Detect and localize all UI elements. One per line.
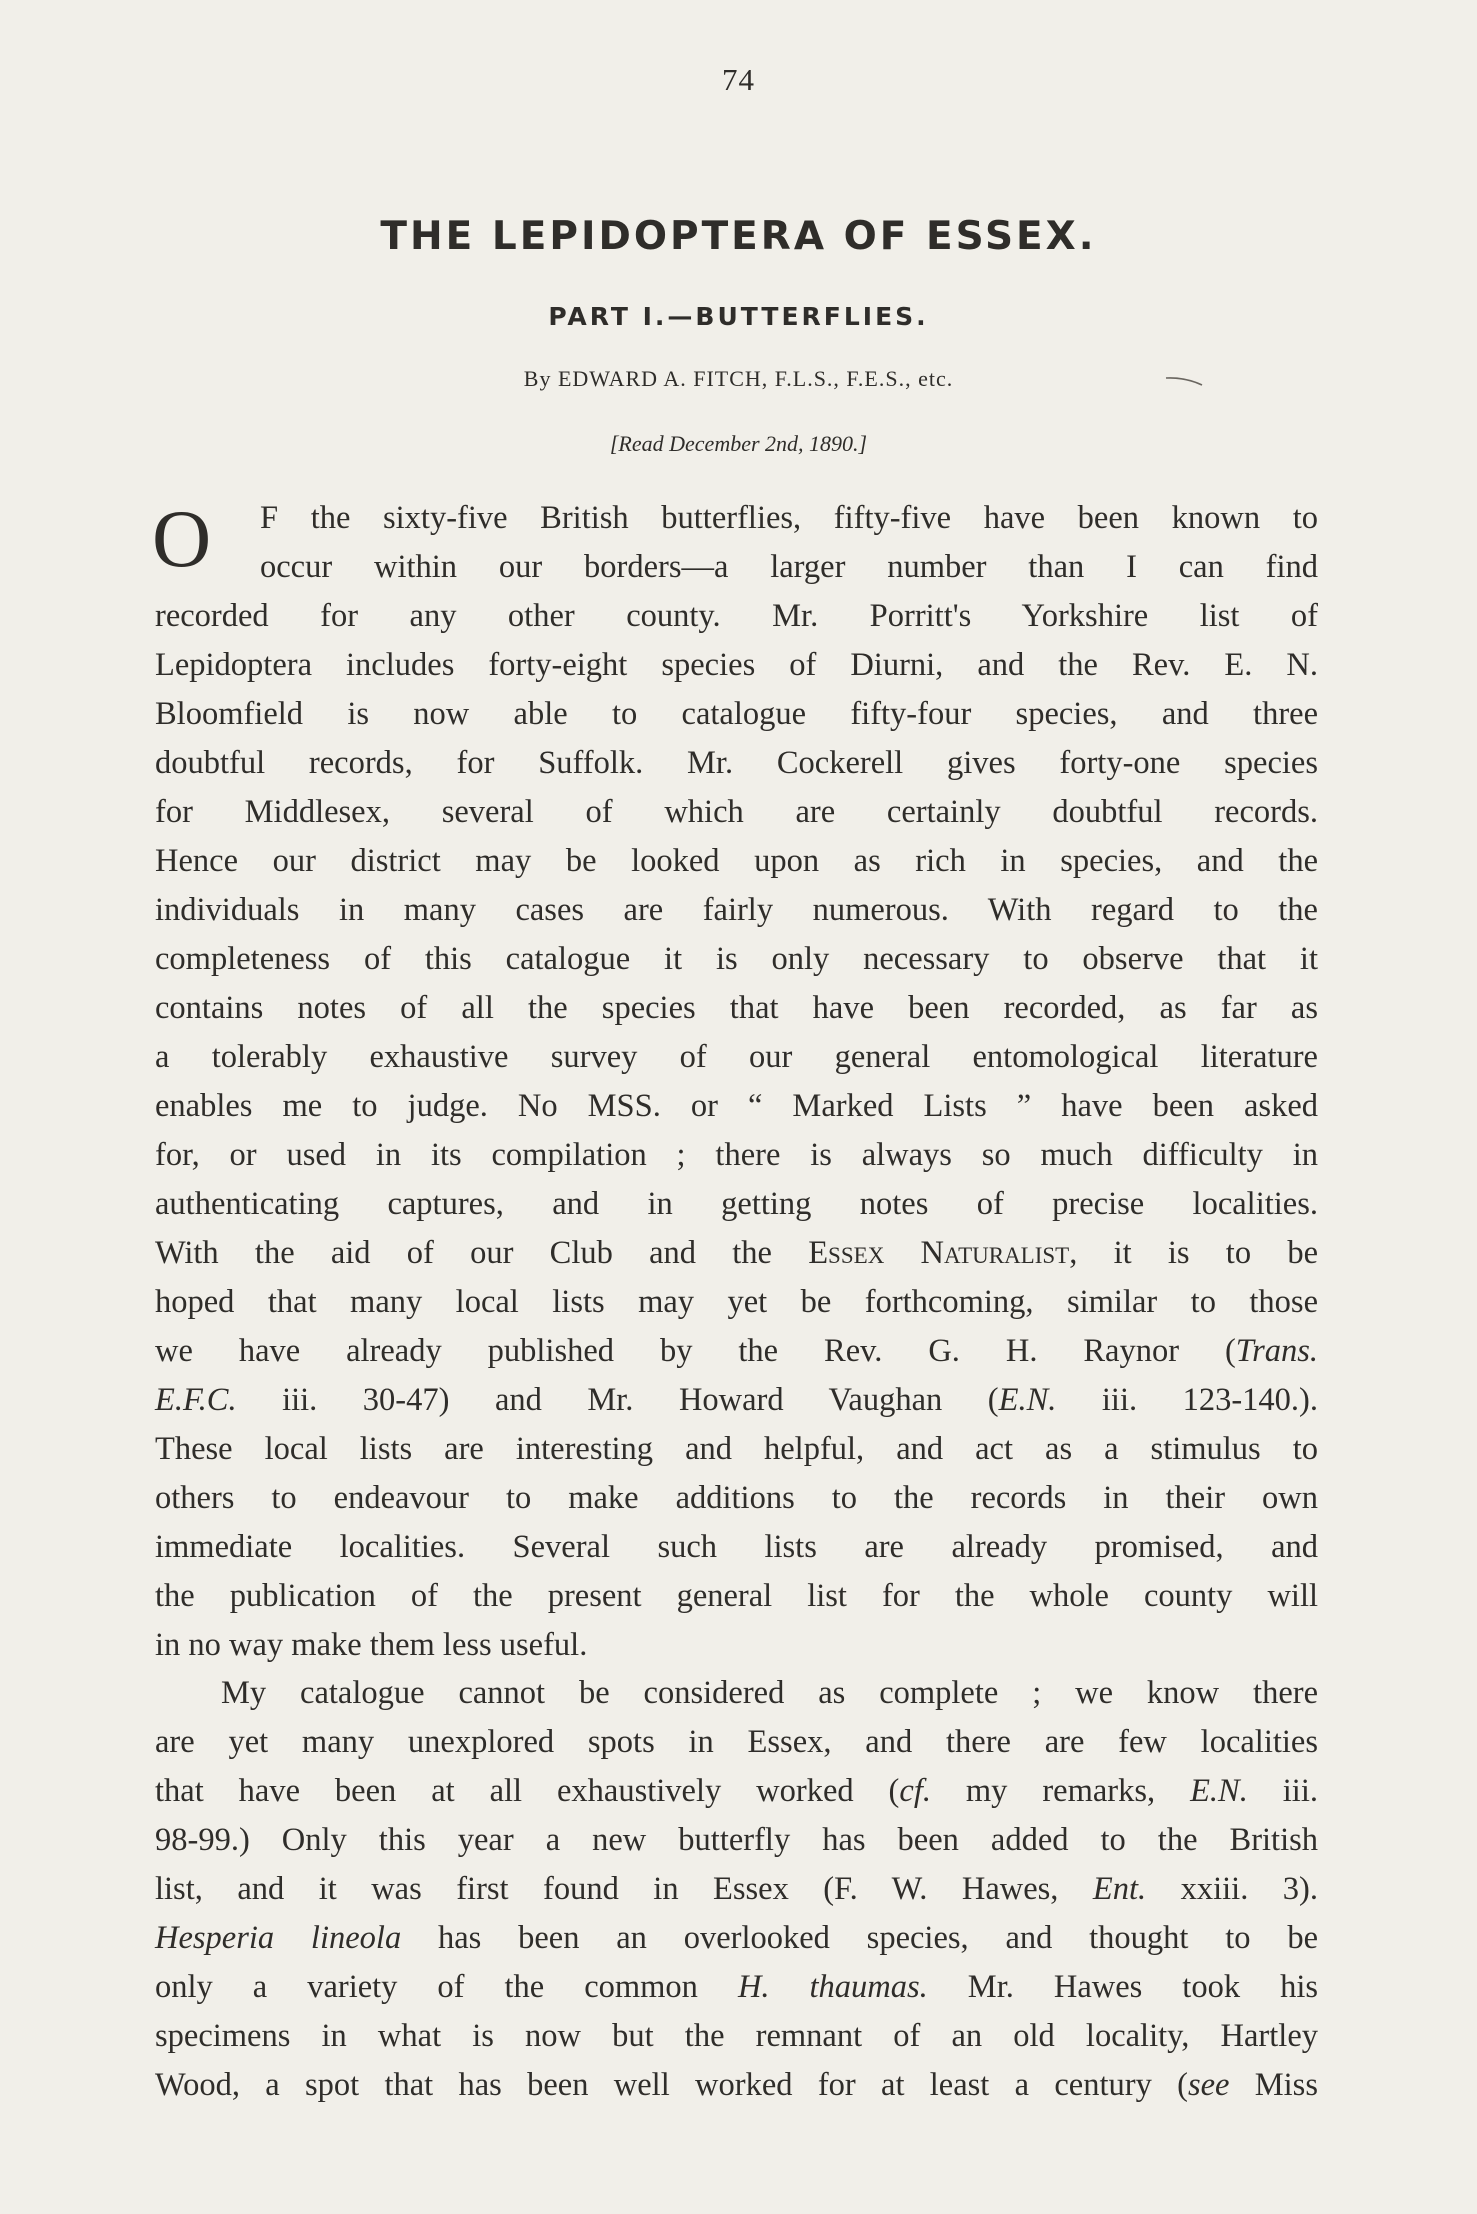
text-line: others to endeavour to make additions to the records in their own: [155, 1480, 1318, 1516]
species-name: H. thaumas.: [737, 1969, 928, 2005]
text-line: These local lists are interesting and helpful, and act as a stimulus to: [155, 1431, 1318, 1467]
text-line: individuals in many cases are fairly numerous. With regard to the: [155, 892, 1318, 928]
citation-italic: E.N.: [998, 1382, 1057, 1418]
text-line: [155, 1963, 1318, 2012]
author-byline: By EDWARD A. FITCH, F.L.S., F.E.S., etc.: [523, 366, 954, 391]
text-segment: With the aid of our Club and the: [155, 1235, 772, 1271]
text-segment: has been an overlooked species, and thought to be: [401, 1920, 1318, 1956]
species-name: Hesperia lineola: [155, 1920, 402, 1956]
text-line: occur within our borders—a larger number than I can find: [260, 549, 1318, 585]
text-line: [155, 1327, 1318, 1376]
citation-italic: cf.: [899, 1773, 931, 1809]
text-segment: that have been at all exhaustively worked (: [155, 1773, 900, 1809]
text-line: immediate localities. Several such lists are already promised, and: [155, 1529, 1318, 1565]
text-segment: Miss: [1229, 2067, 1318, 2103]
text-line: [155, 1767, 1318, 1816]
text-segment: we have already published by the Rev. G. H. Raynor (: [155, 1333, 1236, 1369]
text-line: enables me to judge. No MSS. or “ Marked Lists ” have been asked: [155, 1088, 1318, 1124]
text-line: authenticating captures, and in getting notes of precise localities.: [155, 1186, 1318, 1222]
text-segment: iii. 123-140.).: [1056, 1382, 1318, 1418]
text-line: are yet many unexplored spots in Essex, and there are few localities: [155, 1724, 1318, 1760]
page-number: 74: [722, 62, 755, 97]
text-segment: iii.: [1247, 1773, 1318, 1809]
text-line: completeness of this catalogue it is only necessary to observe that it: [155, 941, 1318, 977]
citation-italic: E.N.: [1190, 1773, 1248, 1809]
text-segment: Wood, a spot that has been well worked for at least a century (: [155, 2067, 1188, 2103]
text-line: Hence our district may be looked upon as rich in species, and the: [155, 843, 1318, 879]
text-segment: , it is to be: [1069, 1235, 1318, 1271]
text-segment: iii. 30-47) and Mr. Howard Vaughan (: [236, 1382, 999, 1418]
citation-italic: see: [1187, 2067, 1230, 2103]
text-segment: only a variety of the common: [155, 1969, 738, 2005]
text-line: for Middlesex, several of which are certainly doubtful records.: [155, 794, 1318, 830]
drop-cap: O: [152, 493, 212, 584]
text-line: hoped that many local lists may yet be forthcoming, similar to those: [155, 1284, 1318, 1320]
text-line: a tolerably exhaustive survey of our general entomological literature: [155, 1039, 1318, 1075]
text-line: Lepidoptera includes forty-eight species of Diurni, and the Rev. E. N.: [155, 647, 1318, 683]
article-subtitle: PART I.—BUTTERFLIES.: [548, 302, 929, 331]
text-line: 98-99.) Only this year a new butterfly has been added to the British: [155, 1822, 1318, 1858]
text-line: recorded for any other county. Mr. Porritt's Yorkshire list of: [155, 598, 1318, 634]
paragraph-1: [155, 494, 1318, 1670]
text-line: Bloomfield is now able to catalogue fifty-four species, and three: [155, 696, 1318, 732]
pen-mark: [1165, 376, 1203, 386]
text-line: [155, 1229, 1318, 1278]
citation-italic: E.F.C.: [155, 1382, 237, 1418]
text-line: for, or used in its compilation ; there is always so much difficulty in: [155, 1137, 1318, 1173]
text-line: [155, 1376, 1318, 1425]
article-title: THE LEPIDOPTERA OF ESSEX.: [380, 214, 1097, 259]
citation-italic: Trans.: [1235, 1333, 1318, 1369]
text-segment: list, and it was first found in Essex (F. W. Hawes,: [155, 1871, 1093, 1907]
read-date-note: [Read December 2nd, 1890.]: [609, 431, 868, 456]
text-segment: my remarks,: [930, 1773, 1191, 1809]
text-line: My catalogue cannot be considered as complete ; we know there: [221, 1675, 1318, 1711]
text-line: contains notes of all the species that have been recorded, as far as: [155, 990, 1318, 1026]
text-segment: Mr. Hawes took his: [927, 1969, 1318, 2005]
paragraph-2: [155, 1669, 1318, 2110]
text-line: specimens in what is now but the remnant of an old locality, Hartley: [155, 2018, 1318, 2054]
text-line: [155, 2061, 1318, 2110]
text-line: the publication of the present general list for the whole county will: [155, 1578, 1318, 1614]
text-line: in no way make them less useful.: [155, 1627, 588, 1663]
text-line: doubtful records, for Suffolk. Mr. Cockerell gives forty-one species: [155, 745, 1318, 781]
text-line: [155, 1865, 1318, 1914]
text-line: [155, 1914, 1318, 1963]
text-segment: xxiii. 3).: [1146, 1871, 1318, 1907]
journal-name: Essex Naturalist: [808, 1235, 1070, 1271]
text-line: F the sixty-five British butterflies, fifty-five have been known to: [260, 500, 1318, 536]
citation-italic: Ent.: [1092, 1871, 1147, 1907]
